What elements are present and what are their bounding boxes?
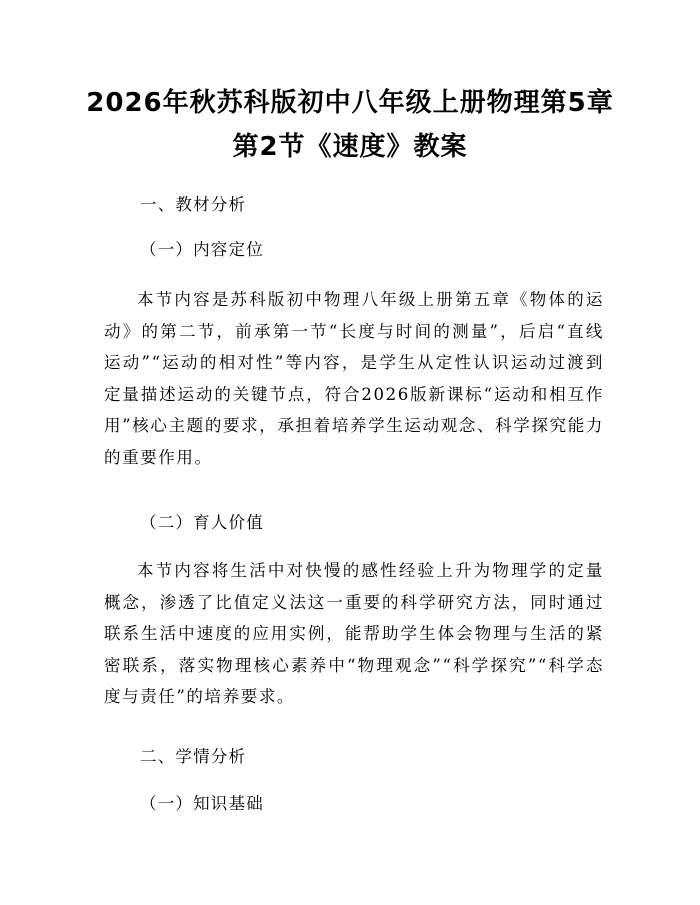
document-title-line-1: 2026年秋苏科版初中八年级上册物理第5章 [86,88,614,118]
section-1-sub-1-paragraph: 本节内容是苏科版初中物理八年级上册第五章《物体的运动》的第二节，前承第一节“长度与时间的测量”，后启“直线运动”“运动的相对性”等内容，是学生从定性认识运动过渡到定量描述运动的关键节点，符合2026版新课标“运动和相互作用”核心主题的要求，承担着培养学生运动观念、科学探究能力的重要作用。 [104,290,604,467]
section-1-sub-1-heading: （一）内容定位 [140,240,264,259]
section-2-heading: 二、学情分析 [140,747,247,766]
section-1-sub-2-paragraph: 本节内容将生活中对快慢的感性经验上升为物理学的定量概念，渗透了比值定义法这一重要的科学研究方法，同时通过联系生活中速度的应用实例，能帮助学生体会物理与生活的紧密联系，落实物理核心素养中“物理观念”“科学探究”“科学态度与责任”的培养要求。 [104,561,604,707]
section-1-heading: 一、教材分析 [140,195,247,214]
section-1-sub-2-heading: （二）育人价值 [140,513,264,532]
section-2-sub-1-heading: （一）知识基础 [140,794,264,813]
document-title-line-2: 第2节《速度》教案 [232,132,468,162]
